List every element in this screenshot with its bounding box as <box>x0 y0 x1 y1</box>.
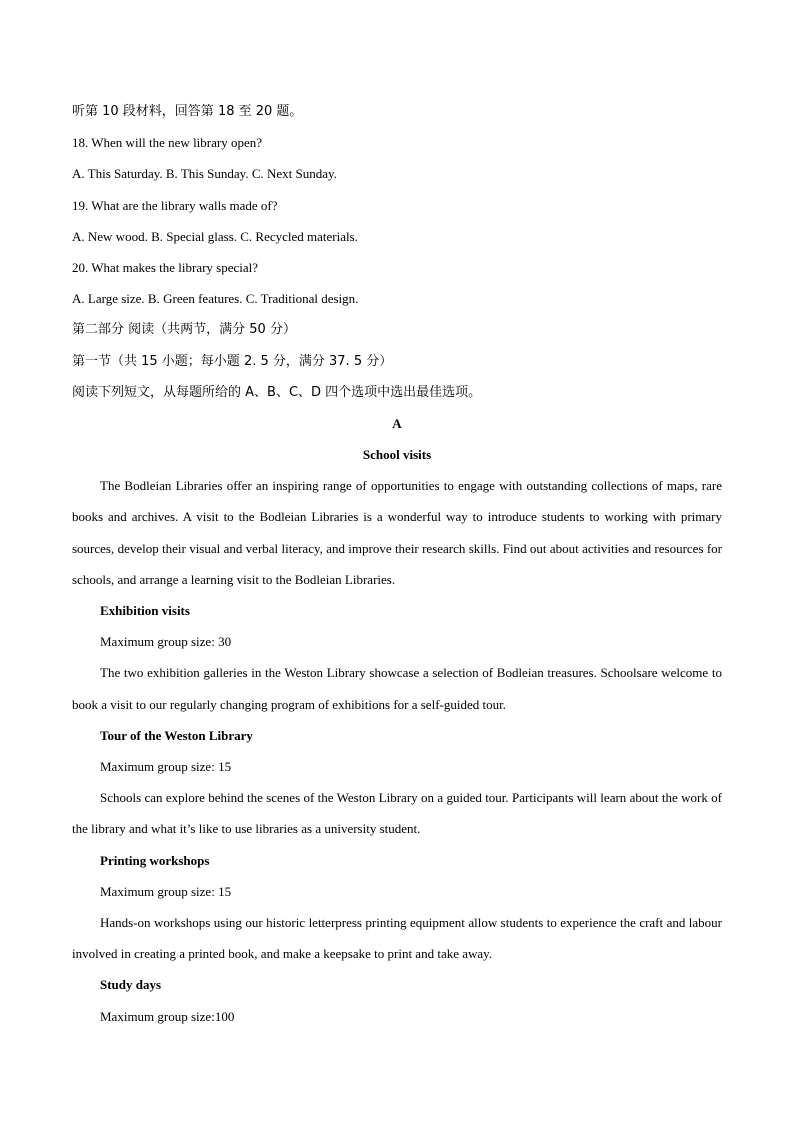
question-18: 18. When will the new library open? <box>72 135 263 151</box>
question-18-options: A. This Saturday. B. This Sunday. C. Next Sunday. <box>72 166 337 182</box>
question-19: 19. What are the library walls made of? <box>72 197 278 213</box>
section-size-printing: Maximum group size: 15 <box>100 883 232 899</box>
section-heading-printing: Printing workshops <box>100 852 210 868</box>
passage-intro: The Bodleian Libraries offer an inspiring range of opportunities to engage with outstanding collections of maps, rare books and archives. A visit to the Bodleian Libraries is a wonderful way to introduce students to working with primary sources, develop their visual and verbal literacy, and improve their research skills. Find out about activities and resources for schools, and arrange a learning visit to the Bodleian Libraries. <box>72 478 722 587</box>
section-text-exhibition: The two exhibition galleries in the Weston Library showcase a selection of Bodleian treasures. Schoolsare welcome to book a visit to our regularly changing program of exhibitions for a self-guided tour. <box>72 665 722 712</box>
section-text-printing: Hands-on workshops using our historic letterpress printing equipment allow students to experience the craft and labour involved in creating a printed book, and make a keepsake to print and take away. <box>72 915 722 962</box>
section-size-tour: Maximum group size: 15 <box>100 759 232 775</box>
question-19-options: A. New wood. B. Special glass. C. Recycled materials. <box>72 228 358 244</box>
listening-instruction: 听第 10 段材料，回答第 18 至 20 题。 <box>72 104 303 119</box>
section-heading-tour: Tour of the Weston Library <box>100 727 253 743</box>
section-heading-exhibition: Exhibition visits <box>100 603 190 619</box>
document-page <box>72 96 722 1032</box>
reading-instruction: 阅读下列短文，从每题所给的 A、B、C、D 四个选项中选出最佳选项。 <box>72 384 482 400</box>
question-20-options: A. Large size. B. Green features. C. Traditional design. <box>72 291 359 307</box>
section-size-study-days: Maximum group size:100 <box>100 1008 235 1024</box>
passage-letter: A <box>392 415 402 431</box>
passage-title: School visits <box>362 447 432 463</box>
reading-section-title: 第一节（共 15 小题；每小题 2. 5 分，满分 37. 5 分） <box>72 353 393 369</box>
section-heading-study-days: Study days <box>100 977 162 993</box>
reading-part-title: 第二部分 阅读（共两节，满分 50 分） <box>72 322 296 338</box>
section-text-tour: Schools can explore behind the scenes of the Weston Library on a guided tour. Participants will learn about the work of the library and what it’s like to use libraries as a university student. <box>72 790 722 837</box>
question-20: 20. What makes the library special? <box>72 259 259 275</box>
section-size-exhibition: Maximum group size: 30 <box>100 634 232 650</box>
